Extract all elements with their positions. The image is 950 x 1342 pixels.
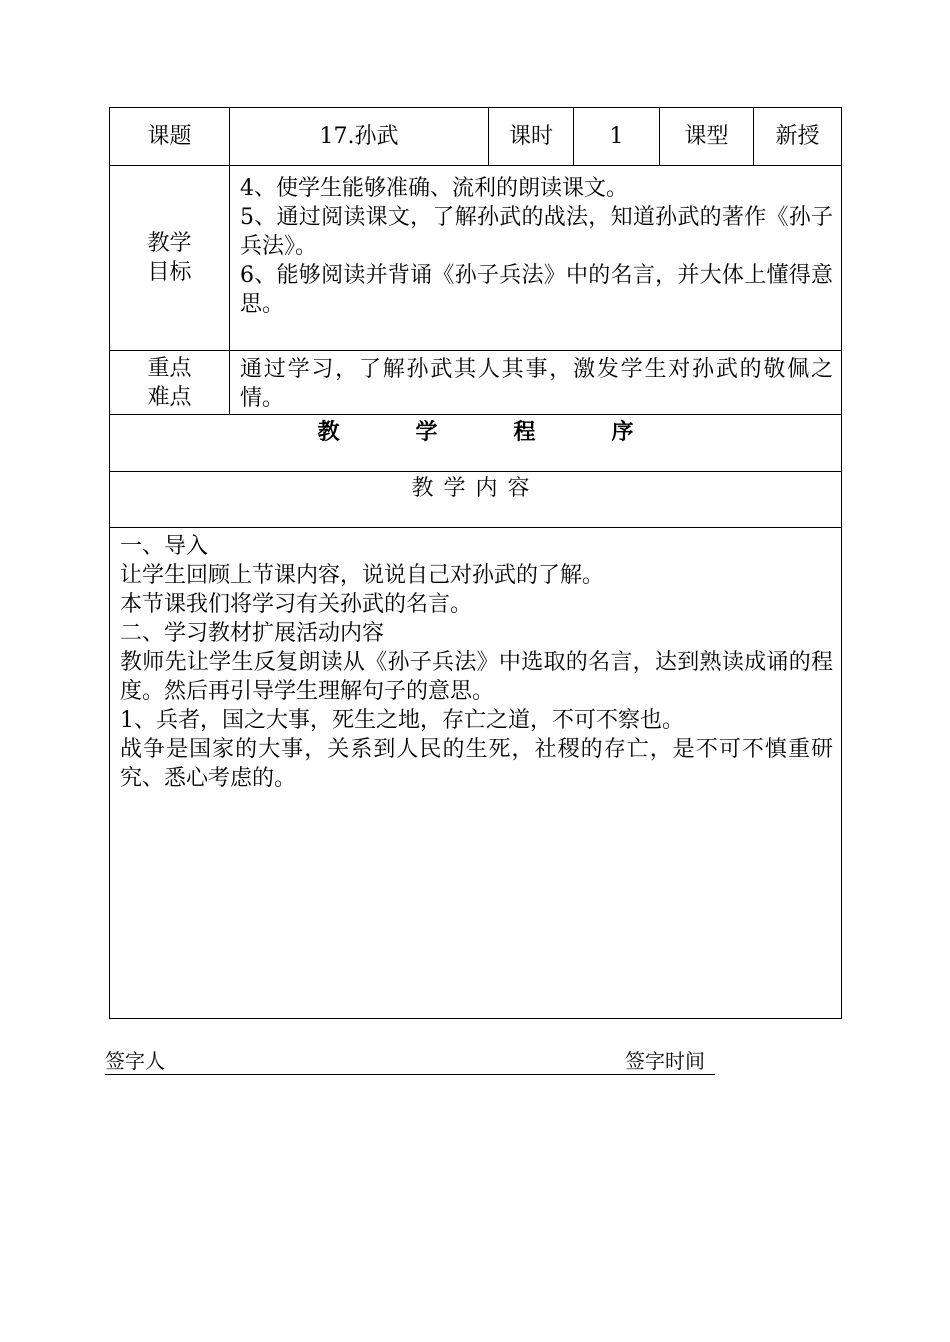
goal-item: 6、能够阅读并背诵《孙子兵法》中的名言，并大体上懂得意思。 [240, 263, 833, 317]
procedure-char: 教 [317, 419, 340, 445]
sign-time-label: 签字时间 [625, 1049, 705, 1073]
content-body-row [110, 528, 842, 1019]
content-line: 一、导入 [120, 534, 209, 559]
period-label: 课时 [489, 108, 574, 166]
key-points-label [110, 351, 230, 415]
topic-value: 17.孙武 [230, 108, 489, 166]
procedure-char: 序 [611, 419, 634, 445]
goals-row [110, 166, 842, 351]
content-line: 战争是国家的大事，关系到人民的生死，社稷的存亡，是不可不慎重研究、悉心考虑的。 [120, 737, 833, 791]
goals-label-line2: 目标 [147, 260, 192, 285]
procedure-char: 学 [415, 419, 438, 445]
procedure-heading [110, 415, 842, 472]
type-value: 新授 [754, 108, 842, 166]
content-line: 本节课我们将学习有关孙武的名言。 [120, 592, 473, 617]
goal-item: 5、通过阅读课文，了解孙武的战法，知道孙武的著作《孙子兵法》。 [240, 205, 833, 259]
goal-item: 4、使学生能够准确、流利的朗读课文。 [240, 176, 628, 201]
content-line: 教师先让学生反复朗读从《孙子兵法》中选取的名言，达到熟读成诵的程度。然后再引导学生理解句子的意思。 [120, 650, 833, 704]
signer-label: 签字人 [105, 1049, 165, 1073]
signature-line [105, 1048, 715, 1075]
key-points-text: 通过学习，了解孙武其人其事，激发学生对孙武的敬佩之情。 [230, 351, 842, 415]
procedure-row [110, 415, 842, 472]
key-points-label-line2: 难点 [147, 384, 192, 410]
content-body [110, 528, 842, 1019]
goals-content [230, 166, 842, 351]
content-title-row [110, 472, 842, 528]
content-line: 二、学习教材扩展活动内容 [120, 621, 385, 646]
topic-label: 课题 [110, 108, 230, 166]
content-line: 让学生回顾上节课内容，说说自己对孙武的了解。 [120, 563, 605, 588]
period-value: 1 [574, 108, 660, 166]
header-row [110, 108, 842, 166]
content-heading: 教学内容 [110, 472, 842, 528]
goals-label-line1: 教学 [147, 231, 192, 256]
type-label: 课型 [660, 108, 754, 166]
procedure-char: 程 [513, 419, 536, 445]
content-line: 1、兵者，国之大事，死生之地，存亡之道，不可不察也。 [120, 708, 684, 733]
lesson-plan-table [109, 107, 842, 1019]
key-points-row [110, 351, 842, 415]
goals-label [110, 166, 230, 351]
key-points-label-line1: 重点 [147, 355, 192, 381]
